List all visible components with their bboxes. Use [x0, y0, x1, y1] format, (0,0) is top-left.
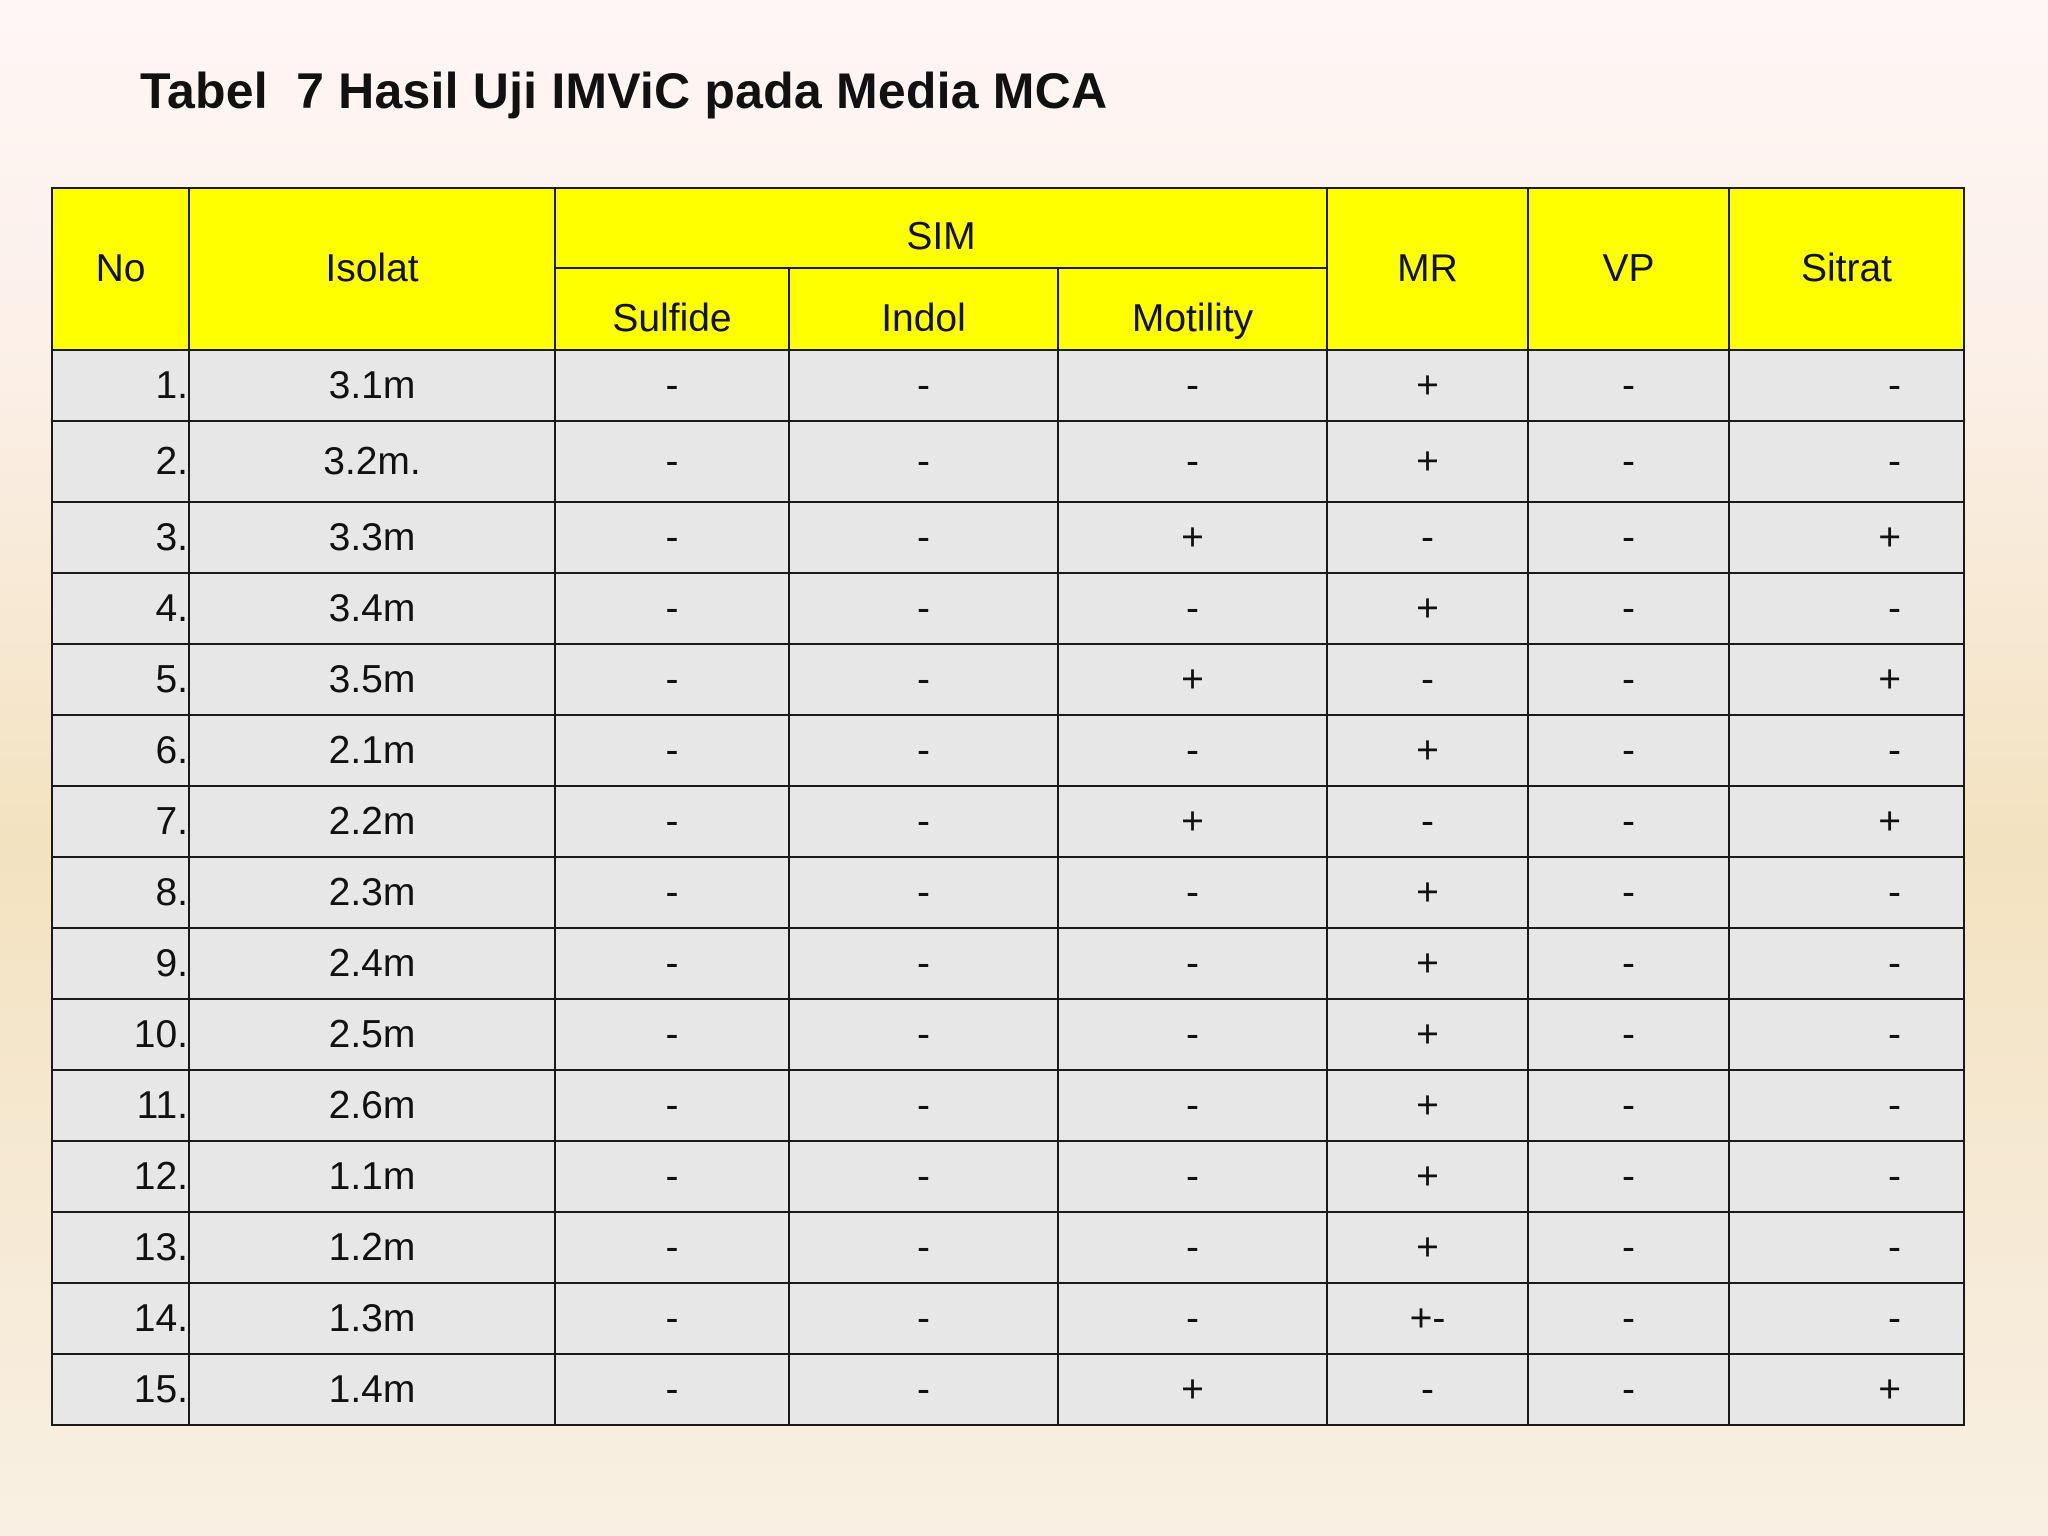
table-row — [52, 1212, 1964, 1283]
cell-vp: - — [1528, 1141, 1729, 1212]
header-vp: VP — [1528, 188, 1729, 350]
cell-motility: - — [1058, 999, 1327, 1070]
cell-sitrat: - — [1729, 999, 1964, 1070]
cell-sitrat: - — [1729, 421, 1964, 502]
cell-no: 3. — [52, 502, 189, 573]
cell-no: 5. — [52, 644, 189, 715]
cell-vp: - — [1528, 421, 1729, 502]
cell-vp: - — [1528, 999, 1729, 1070]
cell-vp: - — [1528, 928, 1729, 999]
cell-sitrat: + — [1729, 644, 1964, 715]
cell-sitrat: + — [1729, 786, 1964, 857]
table-row — [52, 1070, 1964, 1141]
cell-motility: - — [1058, 350, 1327, 421]
cell-vp: - — [1528, 1283, 1729, 1354]
cell-isolat: 1.1m — [189, 1141, 555, 1212]
header-no: No — [52, 188, 189, 350]
header-mr: MR — [1327, 188, 1528, 350]
cell-sitrat: - — [1729, 857, 1964, 928]
table-body — [52, 350, 1964, 1425]
cell-no: 8. — [52, 857, 189, 928]
cell-motility: - — [1058, 573, 1327, 644]
cell-sulfide: - — [555, 1354, 789, 1425]
cell-sitrat: - — [1729, 350, 1964, 421]
cell-isolat: 3.2m. — [189, 421, 555, 502]
cell-sitrat: - — [1729, 1212, 1964, 1283]
cell-no: 7. — [52, 786, 189, 857]
table-row — [52, 502, 1964, 573]
cell-sulfide: - — [555, 1070, 789, 1141]
cell-indol: - — [789, 573, 1058, 644]
cell-mr: + — [1327, 1141, 1528, 1212]
table-row — [52, 1354, 1964, 1425]
cell-motility: + — [1058, 644, 1327, 715]
cell-isolat: 2.5m — [189, 999, 555, 1070]
header-sulfide: Sulfide — [555, 268, 789, 350]
cell-isolat: 2.1m — [189, 715, 555, 786]
table-row — [52, 1141, 1964, 1212]
cell-vp: - — [1528, 1070, 1729, 1141]
cell-sitrat: + — [1729, 1354, 1964, 1425]
header-sim: SIM — [555, 188, 1327, 268]
cell-no: 12. — [52, 1141, 189, 1212]
cell-sitrat: - — [1729, 573, 1964, 644]
cell-sulfide: - — [555, 421, 789, 502]
header-motility: Motility — [1058, 268, 1327, 350]
cell-sulfide: - — [555, 350, 789, 421]
cell-indol: - — [789, 1141, 1058, 1212]
cell-mr: - — [1327, 502, 1528, 573]
cell-sulfide: - — [555, 644, 789, 715]
cell-mr: + — [1327, 421, 1528, 502]
cell-vp: - — [1528, 715, 1729, 786]
cell-vp: - — [1528, 786, 1729, 857]
cell-mr: + — [1327, 350, 1528, 421]
table-row — [52, 715, 1964, 786]
cell-vp: - — [1528, 1212, 1729, 1283]
table-header — [52, 188, 1964, 350]
cell-no: 14. — [52, 1283, 189, 1354]
cell-mr: + — [1327, 715, 1528, 786]
cell-mr: - — [1327, 644, 1528, 715]
cell-indol: - — [789, 1212, 1058, 1283]
cell-motility: - — [1058, 1141, 1327, 1212]
table-row — [52, 1283, 1964, 1354]
cell-sulfide: - — [555, 928, 789, 999]
cell-vp: - — [1528, 502, 1729, 573]
cell-indol: - — [789, 1283, 1058, 1354]
cell-mr: + — [1327, 857, 1528, 928]
table-row — [52, 857, 1964, 928]
cell-mr: + — [1327, 1212, 1528, 1283]
cell-mr: + — [1327, 999, 1528, 1070]
cell-indol: - — [789, 644, 1058, 715]
cell-sulfide: - — [555, 1141, 789, 1212]
cell-sitrat: - — [1729, 715, 1964, 786]
cell-sulfide: - — [555, 857, 789, 928]
cell-motility: - — [1058, 1283, 1327, 1354]
header-sitrat: Sitrat — [1729, 188, 1964, 350]
cell-vp: - — [1528, 350, 1729, 421]
table-row — [52, 573, 1964, 644]
table-row — [52, 421, 1964, 502]
cell-indol: - — [789, 502, 1058, 573]
table-row — [52, 928, 1964, 999]
cell-indol: - — [789, 1354, 1058, 1425]
cell-mr: +- — [1327, 1283, 1528, 1354]
cell-motility: - — [1058, 715, 1327, 786]
cell-mr: + — [1327, 1070, 1528, 1141]
header-isolat: Isolat — [189, 188, 555, 350]
cell-isolat: 1.2m — [189, 1212, 555, 1283]
cell-isolat: 3.5m — [189, 644, 555, 715]
cell-motility: + — [1058, 786, 1327, 857]
cell-sulfide: - — [555, 1212, 789, 1283]
cell-sitrat: - — [1729, 928, 1964, 999]
cell-mr: - — [1327, 1354, 1528, 1425]
table-row — [52, 786, 1964, 857]
cell-isolat: 2.3m — [189, 857, 555, 928]
cell-no: 15. — [52, 1354, 189, 1425]
cell-motility: - — [1058, 928, 1327, 999]
cell-sitrat: - — [1729, 1070, 1964, 1141]
cell-no: 13. — [52, 1212, 189, 1283]
cell-isolat: 3.4m — [189, 573, 555, 644]
cell-motility: - — [1058, 1070, 1327, 1141]
cell-no: 1. — [52, 350, 189, 421]
cell-isolat: 1.3m — [189, 1283, 555, 1354]
table-row — [52, 644, 1964, 715]
cell-motility: - — [1058, 421, 1327, 502]
header-indol: Indol — [789, 268, 1058, 350]
cell-sulfide: - — [555, 999, 789, 1070]
cell-motility: + — [1058, 502, 1327, 573]
cell-isolat: 2.2m — [189, 786, 555, 857]
cell-sitrat: - — [1729, 1283, 1964, 1354]
cell-indol: - — [789, 999, 1058, 1070]
cell-indol: - — [789, 421, 1058, 502]
cell-no: 6. — [52, 715, 189, 786]
cell-indol: - — [789, 786, 1058, 857]
page-title: Tabel 7 Hasil Uji IMViC pada Media MCA — [140, 63, 1108, 119]
cell-indol: - — [789, 857, 1058, 928]
cell-indol: - — [789, 715, 1058, 786]
cell-no: 9. — [52, 928, 189, 999]
cell-sulfide: - — [555, 573, 789, 644]
cell-mr: + — [1327, 573, 1528, 644]
cell-sulfide: - — [555, 786, 789, 857]
cell-indol: - — [789, 350, 1058, 421]
cell-vp: - — [1528, 1354, 1729, 1425]
cell-sulfide: - — [555, 502, 789, 573]
cell-isolat: 1.4m — [189, 1354, 555, 1425]
cell-no: 2. — [52, 421, 189, 502]
cell-isolat: 2.6m — [189, 1070, 555, 1141]
cell-isolat: 2.4m — [189, 928, 555, 999]
cell-vp: - — [1528, 644, 1729, 715]
cell-isolat: 3.3m — [189, 502, 555, 573]
table-row — [52, 999, 1964, 1070]
cell-mr: + — [1327, 928, 1528, 999]
imvic-results-table — [51, 187, 1965, 1426]
cell-motility: - — [1058, 857, 1327, 928]
cell-indol: - — [789, 928, 1058, 999]
cell-sitrat: + — [1729, 502, 1964, 573]
cell-vp: - — [1528, 857, 1729, 928]
cell-mr: - — [1327, 786, 1528, 857]
cell-motility: + — [1058, 1354, 1327, 1425]
cell-sulfide: - — [555, 1283, 789, 1354]
cell-motility: - — [1058, 1212, 1327, 1283]
cell-isolat: 3.1m — [189, 350, 555, 421]
cell-sitrat: - — [1729, 1141, 1964, 1212]
cell-indol: - — [789, 1070, 1058, 1141]
cell-no: 10. — [52, 999, 189, 1070]
table-row — [52, 350, 1964, 421]
cell-sulfide: - — [555, 715, 789, 786]
cell-vp: - — [1528, 573, 1729, 644]
cell-no: 11. — [52, 1070, 189, 1141]
cell-no: 4. — [52, 573, 189, 644]
